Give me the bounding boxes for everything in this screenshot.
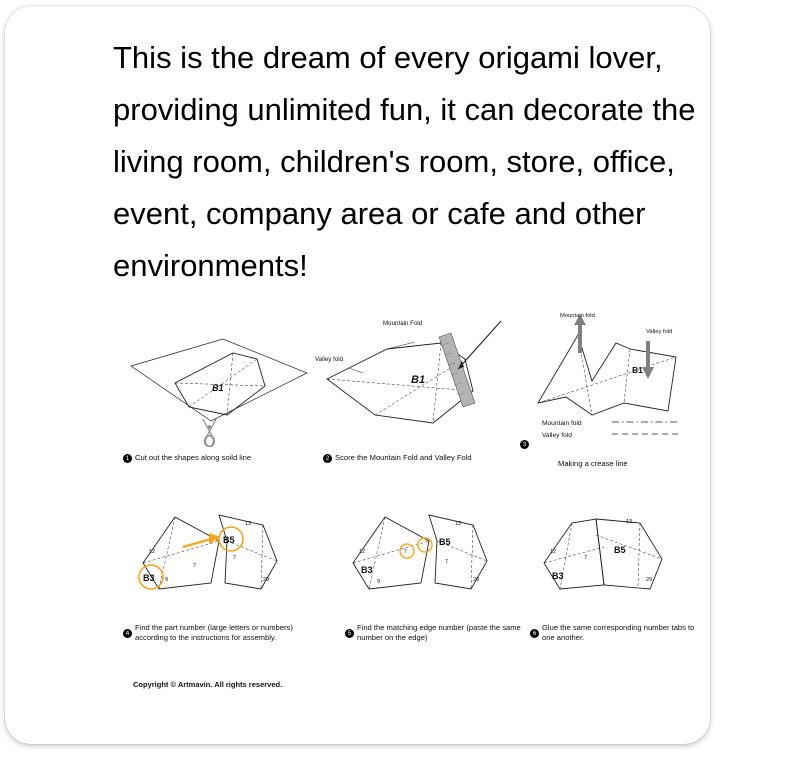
edge-number: 12 xyxy=(359,549,366,555)
part-label: B1 xyxy=(212,383,224,393)
step-number-1: 1 xyxy=(123,454,132,463)
highlight-circle-edge-right xyxy=(418,538,432,552)
copyright-notice: Copyright © Artmavin. All rights reserved. xyxy=(133,680,283,689)
part-label: B1 xyxy=(632,365,643,375)
valley-fold-label: Valley fold xyxy=(315,356,344,363)
step-caption-3-text xyxy=(558,459,718,469)
fold-line xyxy=(538,357,676,403)
legend-mountain-label: Mountain fold xyxy=(542,420,582,427)
edge-number: 13 xyxy=(455,521,462,527)
step-number-6: 6 xyxy=(530,629,539,638)
part-outline xyxy=(538,335,676,415)
edge-number: 13 xyxy=(245,521,252,527)
step3-figure xyxy=(520,311,700,451)
mountain-fold-label: Mountain Fold xyxy=(383,320,423,327)
edge-number: 13 xyxy=(626,519,633,525)
fold-line xyxy=(227,353,233,415)
part-label-b3: B3 xyxy=(361,565,373,575)
step-number-4: 4 xyxy=(123,629,132,638)
edge-number: 7 xyxy=(584,555,588,561)
step-caption-text-2: Score the Mountain Fold and Valley Fold xyxy=(335,453,472,462)
instruction-steps xyxy=(115,311,695,642)
step-panel-1 xyxy=(115,311,315,462)
step-number-2: 2 xyxy=(323,454,332,463)
part-label: B1 xyxy=(411,374,426,386)
step-panel-5 xyxy=(337,511,527,642)
part-label-b3: B3 xyxy=(552,571,564,581)
step-panel-3 xyxy=(520,311,700,468)
valley-fold-arrow-icon xyxy=(642,341,654,379)
edge-number: 7 xyxy=(404,549,407,555)
mountain-fold-arrow-icon xyxy=(574,314,586,353)
edge-number: 9 xyxy=(377,579,381,585)
stylus-icon xyxy=(458,321,501,369)
step-panel-2 xyxy=(315,311,515,462)
step-number-3: 3 xyxy=(520,440,529,449)
step-caption-text-6: Glue the same corresponding number tabs to one another. xyxy=(542,623,695,642)
step-caption-2 xyxy=(323,453,518,463)
step6-figure xyxy=(530,511,705,621)
content-card xyxy=(5,6,710,744)
ruler-icon xyxy=(439,333,475,407)
fold-line xyxy=(327,379,473,391)
step-caption-6 xyxy=(530,623,705,643)
edge-number: 7 xyxy=(233,555,237,561)
step-caption-1 xyxy=(123,453,313,463)
step2-figure xyxy=(315,311,515,451)
assembly-arrow-icon xyxy=(183,533,221,547)
sheet-outline xyxy=(131,339,307,421)
step1-figure xyxy=(115,311,315,451)
mountain-fold-label: Mountain fold xyxy=(560,313,595,319)
step-caption-text-4: Find the part number (large letters or numbers) according to the instructions for assembly. xyxy=(135,623,293,642)
scissors-icon xyxy=(203,419,216,447)
part-label-b3: B3 xyxy=(143,573,155,583)
step-caption-5 xyxy=(345,623,530,643)
step-caption-text-1: Cut out the shapes along soild line xyxy=(135,453,252,462)
part-label-b5: B5 xyxy=(223,535,235,545)
step-caption-4 xyxy=(123,623,323,643)
leader-line xyxy=(349,368,363,373)
edge-number: 7 xyxy=(193,563,197,569)
edge-number: 29 xyxy=(263,577,270,583)
part-label-b5: B5 xyxy=(439,537,451,547)
leader-line xyxy=(387,342,415,349)
step-caption-3 xyxy=(520,439,700,449)
step-panel-4 xyxy=(115,511,315,642)
edge-number: 12 xyxy=(550,549,557,555)
step-panel-6 xyxy=(530,511,705,642)
legend-valley-label: Valley fold xyxy=(542,432,572,439)
edge-number: 29 xyxy=(473,577,480,583)
highlight-circle-edge-left xyxy=(400,544,414,558)
edge-number: 7 xyxy=(445,559,449,565)
steps-row-1 xyxy=(115,311,695,496)
steps-row-2 xyxy=(115,511,695,671)
edge-number: 29 xyxy=(646,577,653,583)
fold-line xyxy=(624,349,630,403)
fold-line xyxy=(638,523,640,587)
fold-line xyxy=(433,343,441,423)
valley-fold-label: Valley fold xyxy=(646,329,673,335)
step-number-5: 5 xyxy=(345,629,354,638)
page-title: This is the dream of every origami lover, providing unlimited fun, it can decorate the living room, children's room, store, office, event, company area or cafe and other environments! xyxy=(113,40,696,283)
edge-number: 12 xyxy=(149,549,156,555)
fold-line xyxy=(596,535,662,559)
part-label-b5: B5 xyxy=(614,545,626,555)
step5-figure xyxy=(337,511,527,621)
step-caption-text-3: Making a crease line xyxy=(558,459,628,468)
step4-figure xyxy=(115,511,315,621)
edge-number: 9 xyxy=(165,577,169,583)
step-caption-text-5: Find the matching edge number (paste the same number on the edge) xyxy=(357,623,521,642)
